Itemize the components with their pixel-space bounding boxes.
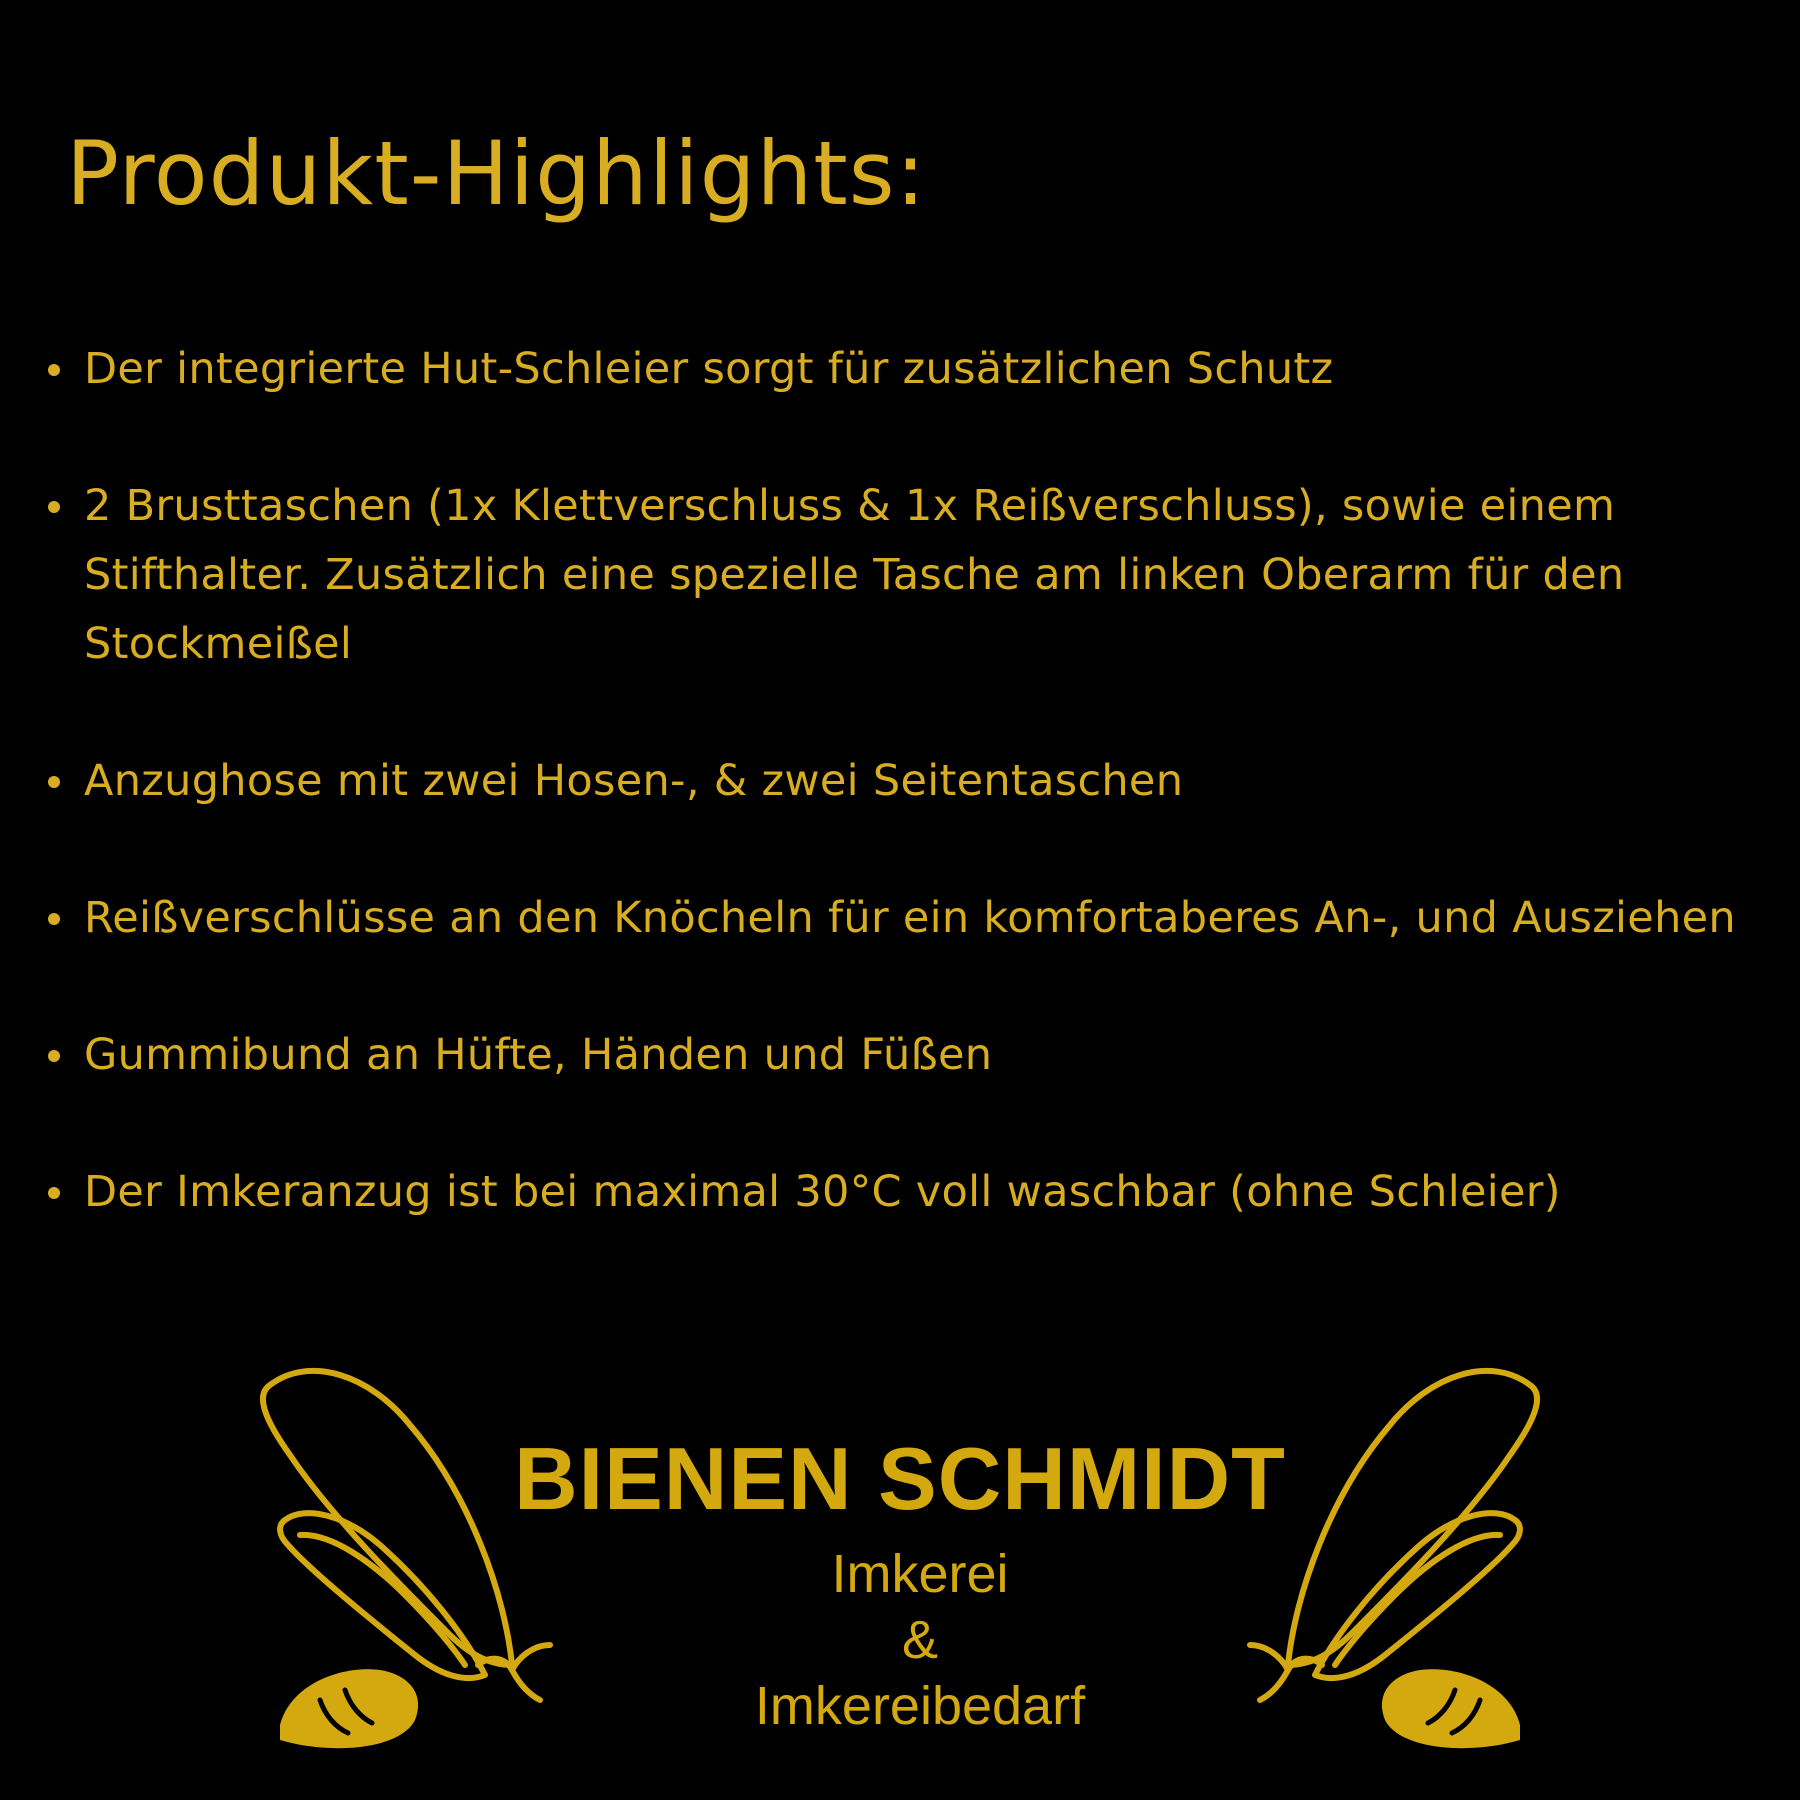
bullet-dot-icon bbox=[48, 501, 60, 513]
list-item bbox=[44, 1158, 1764, 1227]
list-item bbox=[44, 884, 1764, 953]
bienen-schmidt-logo bbox=[250, 1365, 1550, 1755]
bullet-dot-icon bbox=[48, 776, 60, 788]
highlight-text: Anzughose mit zwei Hosen-, & zwei Seitentaschen bbox=[84, 756, 1184, 806]
list-item bbox=[44, 1021, 1764, 1090]
highlight-text: 2 Brusttaschen (1x Klettverschluss & 1x Reißverschluss), sowie einem Stifthalter. Zusätzlich eine spezielle Tasche am linken Oberarm für den Stockmeißel bbox=[84, 481, 1625, 669]
list-item bbox=[44, 747, 1764, 816]
list-item bbox=[44, 472, 1764, 679]
brand-subtitle-imkereibedarf: Imkereibedarf bbox=[754, 1676, 1086, 1736]
highlight-text: Reißverschlüsse an den Knöcheln für ein komfortaberes An-, und Ausziehen bbox=[84, 893, 1736, 943]
highlight-text: Gummibund an Hüfte, Händen und Füßen bbox=[84, 1030, 993, 1080]
brand-subtitle-imkerei: Imkerei bbox=[831, 1544, 1009, 1604]
highlight-text: Der Imkeranzug ist bei maximal 30°C voll waschbar (ohne Schleier) bbox=[84, 1167, 1561, 1217]
highlights-list bbox=[44, 335, 1764, 1295]
bullet-dot-icon bbox=[48, 364, 60, 376]
highlight-text: Der integrierte Hut-Schleier sorgt für zusätzlichen Schutz bbox=[84, 344, 1334, 394]
brand-subtitle-ampersand: & bbox=[901, 1610, 939, 1670]
page-title: Produkt-Highlights: bbox=[66, 122, 927, 225]
bullet-dot-icon bbox=[48, 1050, 60, 1062]
bullet-dot-icon bbox=[48, 1187, 60, 1199]
bullet-dot-icon bbox=[48, 913, 60, 925]
brand-name: BIENEN SCHMIDT bbox=[514, 1429, 1286, 1528]
list-item bbox=[44, 335, 1764, 404]
